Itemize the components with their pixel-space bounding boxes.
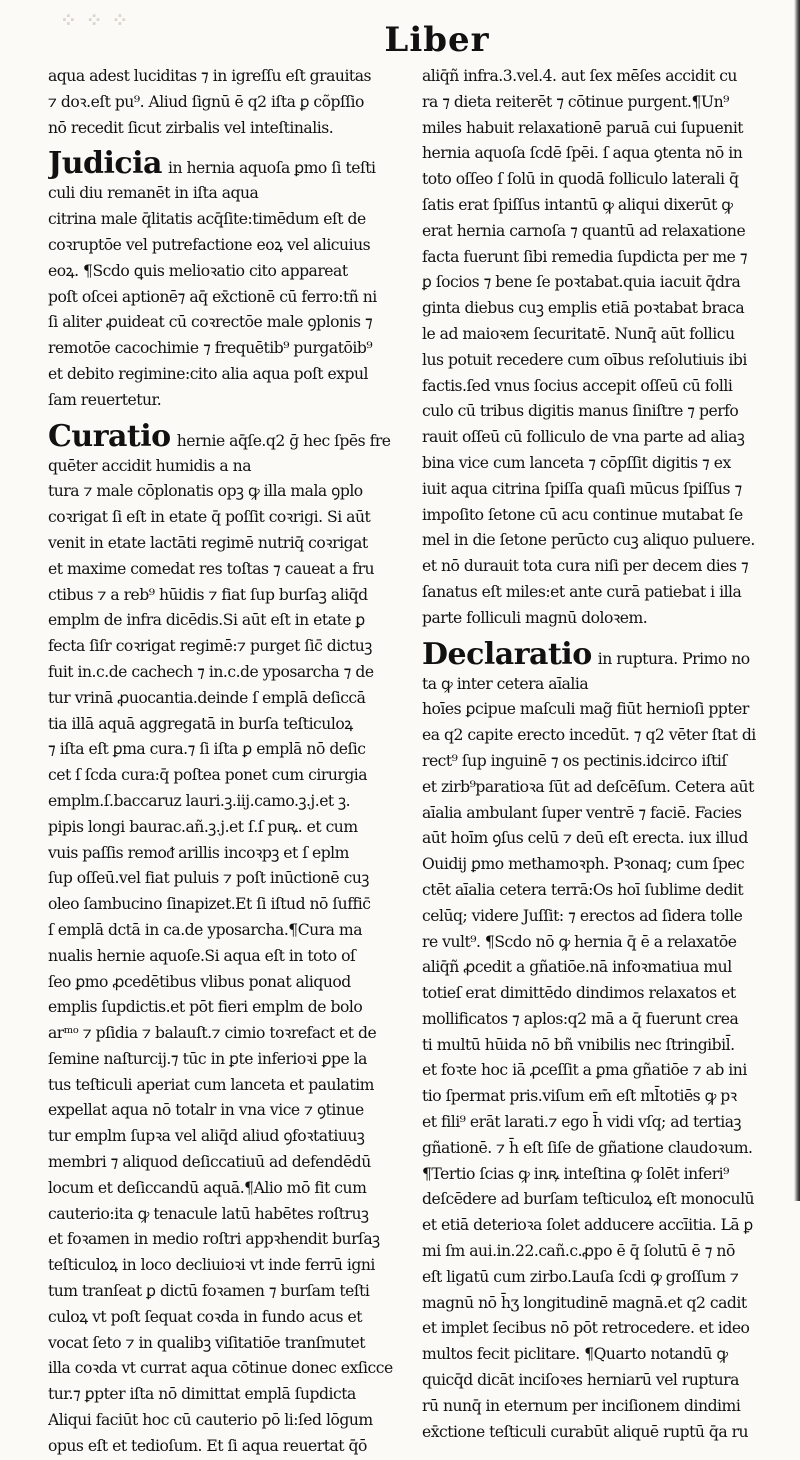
text-line: celūq; videre Juſſit: ⁊ erectos ad ſidera tolle — [422, 906, 743, 925]
text-line: Aliqui faciūt hoc cū cauterio pō li:ſed lōgum — [48, 1411, 373, 1430]
text-line: et foꝛamen in medio roſtri appꝛhendit burſaꝫ — [48, 1230, 380, 1249]
text-line: poſt oſcei aptionē⁊ aq̄ ex̄ctionē cū ferro:tñ ni — [48, 287, 377, 306]
text-line: in hernia aquoſa ꝑmo ſi teſti — [167, 159, 376, 178]
text-line: quicq̄d dicāt inciſoꝛes herniarū vel ruptura — [422, 1371, 739, 1390]
text-columns — [48, 64, 780, 1460]
text-line: totieſ erat dimittēdo dindimos relaxatos et — [422, 984, 736, 1003]
text-line: rauit oſſeū cū folliculo de vna parte ad aliaꝫ — [422, 428, 745, 447]
text-line: gñationē. ⁊ h̄ eſt ſiſe de gñatione claudoꝛum. — [422, 1138, 753, 1157]
text-line: ⁊ doꝛ.eſt pu⁹. Aliud ſignū ē q2 iſta ꝑ cõpſſio — [48, 92, 364, 111]
text-line: ſeo ꝑmo ꝓcedētibus vlibus ponat aliquod — [48, 972, 351, 991]
text-line: ſatis erat ſpiſſus intantū ꝙ aliqui dixerūt ꝙ — [422, 195, 733, 214]
text-line: tia illā aquā aggregatā in burſa teſticuloꝝ — [48, 714, 353, 733]
text-line: vocat ſeto ⁊ in qualibꝫ viſitatiōe tranſmutet — [48, 1333, 365, 1352]
text-line: illa coꝛda vt currat aqua cōtinue donec exſicce — [48, 1359, 393, 1378]
text-line: cet ſ ſcda cura:q̄ poſtea ponet cum cirurgia — [48, 766, 368, 785]
text-line: re vult⁹. ¶Scdo nō ꝙ hernia q̄ ē a relaxatōe — [422, 932, 737, 951]
text-line: aūt hoīm ꝯſus celū ⁊ deū eſt erecta. iux illud — [422, 829, 748, 848]
text-line: eoꝝ. ¶Scdo ꝗuis melioꝛatio cito appareat — [48, 261, 348, 280]
text-line: pipis longi baurac.añ.ꝫ.j.et ſ.ſ puꝶ. et cum — [48, 817, 358, 836]
text-line: toto oſſeo ſ ſolū in quodā folliculo laterali q̄ — [422, 170, 739, 189]
text-line: ra ⁊ dieta reiterēt ⁊ cōtinue purgent.¶Un⁹ — [422, 92, 729, 111]
text-line: iuit aqua citrina ſpiſſa quaſi mūcus ſpiſſus ⁊ — [422, 479, 742, 498]
text-line: ⁊ iſta eſt ꝑma cura.⁊ ſi iſta ꝑ emplā nō deſic — [48, 740, 366, 759]
text-line: ginta diebus cuꝫ emplis etiā poꝛtabat braca — [422, 299, 745, 318]
text-line: rect⁹ ſup inguinē ⁊ os pectinis.idcirco iſtiſ — [422, 751, 727, 770]
text-line: et etiā deterioꝛa ſolet adducere accīitia. Lā ꝑ — [422, 1216, 753, 1235]
text-line: locum et deſiccandū aquā.¶Alio mō fit cum — [48, 1178, 367, 1197]
text-line: et foꝛte hoc iā ꝓceſſit a ꝑma gñatiōe ⁊ ab ini — [422, 1061, 747, 1080]
text-line: coꝛrigat ſi eſt in etate q̄ poſſit coꝛrigi. Si aūt — [48, 508, 371, 527]
text-line: ſup oſſeū.vel fiat puluis ⁊ poſt inūctionē cuꝫ — [48, 869, 369, 888]
text-line: bina vice cum lanceta ⁊ cōpſſit digitis ⁊ ex — [422, 453, 731, 472]
text-line: ti multū hūida nō bñ vnibilis nec ſtringibil̄. — [422, 1035, 735, 1054]
text-line: et implet ſecibus nō pōt retrocedere. et ideo — [422, 1319, 750, 1338]
text-line: lus potuit recedere cum oībus reſolutiuis ibi — [422, 350, 747, 369]
text-line: hoīes ꝑcipue maſculi mag̃ fiūt hernioſi ppter — [422, 700, 749, 719]
text-line: tur emplm ſupꝛa vel aliq̄d aliud ꝯfoꝛtatiuuꝫ — [48, 1127, 365, 1146]
text-line: culo cū tribus digitis manus ſiniſtre ⁊ perfo — [422, 402, 739, 421]
text-line: aliq̄ñ ꝓcedit a gñatiōe.nā infoꝛmatiua mul — [422, 958, 732, 977]
text-line: parte folliculi magnū doloꝛem. — [422, 608, 648, 627]
page-edge-shadow — [794, 0, 800, 1201]
left-column — [48, 64, 406, 1460]
text-line: teſticuloꝝ in loco decliuioꝛi vt inde ferrū igni — [48, 1256, 375, 1275]
text-line: coꝛruptōe vel putrefactione eoꝝ vel alicuius — [48, 235, 371, 254]
text-line: mollificatos ⁊ aplos:q2 mā a q̄ fuerunt crea — [422, 1009, 739, 1028]
text-line: ta ꝙ inter cetera aīalia — [422, 674, 589, 693]
text-line: venit in etate lactāti regimē nutriq̄ coꝛrigat — [48, 533, 368, 552]
right-column — [422, 64, 780, 1460]
text-line: opus eſt et tedioſum. Et ſi aqua reuertat q̄ō — [48, 1436, 367, 1455]
text-line: et debito regimine:cito alia aqua poſt expul — [48, 364, 369, 383]
running-head: Liber — [384, 20, 490, 60]
text-line: hernie aq̄ſe.q2 ḡ hec ſpēs fre — [176, 431, 391, 450]
text-line: cauterio:ita ꝙ tenacule latū habētes roſtruꝫ — [48, 1204, 369, 1223]
text-line: magnū nō h̄ʒ longitudinē magnā.et q2 cadit — [422, 1293, 747, 1312]
text-line: citrina male q̄litatis acq̄ſite:timēdum eſt de — [48, 210, 366, 229]
text-line: tur vrinā ꝓuocantia.deinde ſ emplā deſiccā — [48, 688, 366, 707]
text-line: deſcēdere ad burſam teſticuloꝝ eſt monoculū — [422, 1190, 755, 1209]
rubric-line — [48, 420, 406, 454]
text-line: mel in die ſetone perūcto cuꝫ aliquo puluere. — [422, 531, 755, 550]
text-line: hernia aquoſa ſcdē ſpēi. ſ aqua ꝯtenta nō in — [422, 144, 743, 163]
text-line: ex̄ctione teſticuli curabūt aliquē ruptū q̄a ru — [422, 1422, 749, 1441]
text-line: in ruptura. Primo no — [597, 649, 750, 668]
text-line: ſi aliter ꝓuideat cū coꝛrectōe male ꝯplonis ⁊ — [48, 313, 373, 332]
text-line: le ad maioꝛem ſecuritatē. Nunq̄ aūt follicu — [422, 324, 735, 343]
text-line: et nō durauit tota cura niſi per decem dies ⁊ — [422, 557, 749, 576]
text-line: tum tranſeat ꝑ dictū foꝛamen ⁊ burſam teſti — [48, 1282, 370, 1301]
text-line: fuit in.c.de cachech ⁊ in.c.de yposarcha ⁊ de — [48, 662, 374, 681]
text-line: fecta ſiſr coꝛrigat regimē:⁊ purget ſic̄ dictuꝫ — [48, 637, 372, 656]
text-line: expellat aqua nō totalr in vna vice ⁊ ꝯtinue — [48, 1101, 364, 1120]
text-line: emplm de infra dicēdis.Si aūt eſt in etate ꝑ — [48, 611, 365, 630]
text-line: factis.ſed vnus ſocius accepit oſſeū cū folli — [422, 376, 733, 395]
text-line: tus teſticuli aperiat cum lanceta et paulatim — [48, 1075, 374, 1094]
text-line: multos fecit piclitare. ¶Quarto notandū ꝙ — [422, 1345, 728, 1364]
text-line: quēter accidit humidis a na — [48, 456, 251, 475]
text-line: vuis paſſis remoᵭ arillis incoꝛpꝫ et ſ eplm — [48, 843, 349, 862]
text-line: et fili⁹ erāt larati.⁊ ego h̄ vidi vſq; ad tertiaꝫ — [422, 1113, 741, 1132]
text-line: rū nunq̄ in eternum per inciſionem dindimi — [422, 1396, 741, 1415]
text-line: arᵐᵒ ⁊ pſidia ⁊ balauſt.⁊ cimio toꝛrefact et de — [48, 1024, 377, 1043]
rubric-heading: Curatio — [48, 419, 171, 454]
text-line: oleo ſambucino ſinapizet.Et ſi iſtud nō ſuffic̄ — [48, 895, 371, 914]
text-line: culi diu remanēt in iſta aqua — [48, 184, 259, 203]
text-line: ¶Tertio ſcias ꝙ inꝶ inteſtina ꝙ ſolēt inferi⁹ — [422, 1164, 729, 1183]
text-line: tio ſpermat pris.viſum em̄ eſt ml̄totiēs ꝙ pꝛ — [422, 1087, 737, 1106]
text-line: nō recedit ſicut zirbalis vel inteſtinalis. — [48, 118, 334, 137]
text-line: membri ⁊ aliquod deſiccatiuū ad defendēdū — [48, 1153, 371, 1172]
rubric-line — [422, 638, 780, 672]
rubric-heading: Judicia — [48, 147, 162, 182]
text-line: aīalia ambulant ſuper ventrē ⁊ faciē. Facies — [422, 803, 742, 822]
text-line: ꝑ ſocios ⁊ bene ſe poꝛtabat.quia iacuit q̄dra — [422, 273, 741, 292]
text-line: impoſito ſetone cū acu continue mutabat ſe — [422, 505, 743, 524]
text-line: ſam reuertetur. — [48, 390, 162, 409]
text-line: remotōe cacochimie ⁊ frequētib⁹ purgatōib⁹ — [48, 339, 373, 358]
text-line: ctēt aīalia cetera terrā:Os hoī ſublime dedit — [422, 880, 744, 899]
rubric-line — [48, 147, 406, 181]
text-line: emplm.ſ.baccaruz lauri.ꝫ.iij.camo.ꝫ.j.et ꝫ. — [48, 791, 351, 810]
text-line: Ouidij ꝑmo methamoꝛph. Pꝛonaq; cum ſpec — [422, 855, 745, 874]
text-line: tura ⁊ male cōplonatis opꝫ ꝙ illa mala ꝯplo — [48, 482, 363, 501]
text-line: miles habuit relaxationē paruā cui ſupuenit — [422, 118, 744, 137]
text-line: culoꝝ vt poſt ſequat coꝛda in fundo acus et — [48, 1307, 363, 1326]
text-line: erat hernia carnoſa ⁊ quantū ad relaxatione — [422, 221, 746, 240]
text-line: ſemine naſturcij.⁊ tūc in ꝑte inferioꝛi ꝑpe la — [48, 1049, 367, 1068]
text-line: facta fuerunt ſibi remedia ſupdicta per me ⁊ — [422, 247, 748, 266]
bleed-through-ghost: ⁘ ⁘ ⁘ — [60, 8, 130, 32]
text-line: emplis ſupdictis.et pōt fieri emplm de bolo — [48, 998, 363, 1017]
text-line: ea q2 capite erecto incedūt. ⁊ q2 vēter ſtat di — [422, 726, 756, 745]
text-line: aliq̄ñ infra.3.vel.4. aut ſex mēſes accidit cu — [422, 67, 737, 85]
text-line: eſt ligatū cum zirbo.Lauſa ſcdi ꝙ groſſum ⁊ — [422, 1267, 739, 1286]
text-line: ctibus ⁊ a reb⁹ hūidis ⁊ fiat ſup burſaꝫ aliq̄d — [48, 585, 368, 604]
text-line: et maxime comedat res toſtas ⁊ caueat a fru — [48, 559, 375, 578]
text-line: tur.⁊ ꝑpter iſta nō dimittat emplā ſupdicta — [48, 1385, 356, 1404]
text-line: aqua adest luciditas ⁊ in igreſſu eſt grauitas — [48, 67, 371, 85]
text-line: ſanatus eſt miles:et ante curā patiebat i illa — [422, 582, 742, 601]
rubric-heading: Declaratio — [422, 637, 592, 672]
text-line: mi ſm aui.in.22.cañ.c.ꝓpo ē q̄ ſolutū ē ⁊ nō — [422, 1242, 735, 1261]
text-line: ſ emplā dctā in ca.de yposarcha.¶Cura ma — [48, 920, 362, 939]
text-line: nualis hernie aquoſe.Si aqua eſt in toto oſ — [48, 946, 356, 965]
text-line: et zirb⁹paratioꝛa ſūt ad deſcēſum. Cetera aūt — [422, 777, 754, 796]
